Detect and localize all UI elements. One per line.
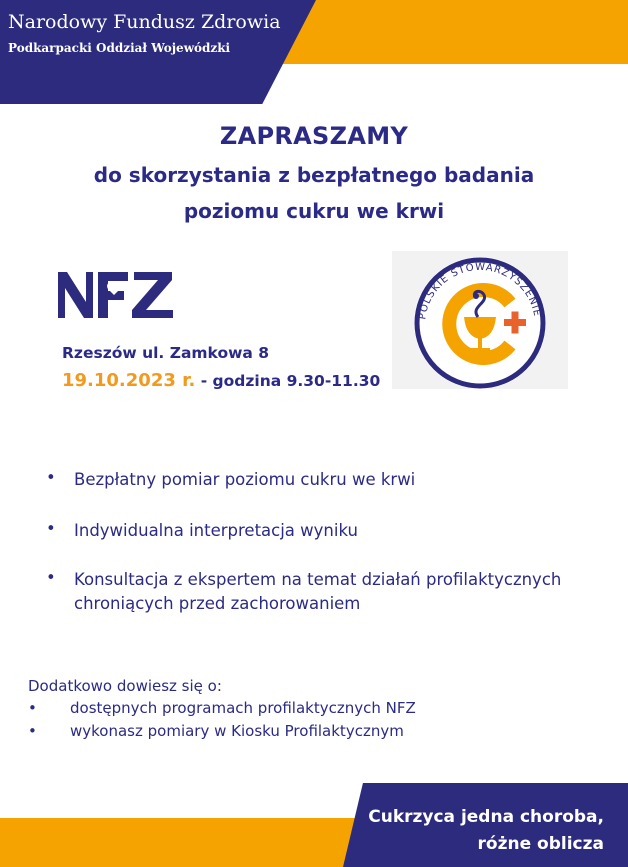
benefit-text: Indywidualna interpretacja wyniku [74,521,358,540]
invite-subheading-line2: poziomu cukru we krwi [183,199,445,223]
nfz-logo-graphic [58,270,176,320]
benefit-text: Konsultacja z ekspertem na temat działań profilaktycznych chroniących przed zachorowaniem [74,570,562,613]
svg-text:POLSKIE STOWARZYSZENIE DIABETY: POLSKIE STOWARZYSZENIE [417,261,543,321]
extra-heading: Dodatkowo dowiesz się o: [28,677,222,695]
event-date: 19.10.2023 r. [62,370,196,391]
extra-item-text: dostępnych programach profilaktycznych NFZ [70,699,416,717]
footer-slogan-line2: różne oblicza [477,834,604,854]
extra-item-text: wykonasz pomiary w Kiosku Profilaktycznym [70,722,404,740]
nfz-logo [58,270,176,324]
header-title: Narodowy Fundusz Zdrowia [8,11,281,33]
footer-slogan [360,804,604,858]
bullet-icon: • [46,519,56,538]
benefit-text: Bezpłatny pomiar poziomu cukru we krwi [74,470,416,489]
bullet-icon: • [46,568,56,587]
event-address: Rzeszów ul. Zamkowa 8 [62,344,270,362]
psd-logo-graphic [392,251,568,389]
bullet-icon: • [28,699,37,717]
psd-logo [392,251,568,389]
invite-heading: ZAPRASZAMY [219,122,409,150]
event-dateline [62,370,380,391]
footer-slogan-line1: Cukrzyca jedna choroba, [368,807,604,827]
header-subtitle: Podkarpacki Oddział Wojewódzki [8,41,231,55]
bullet-icon: • [46,468,56,487]
event-hours: - godzina 9.30-11.30 [195,372,381,390]
invite-subheading-line1: do skorzystania z bezpłatnego badania [93,163,535,187]
bullet-icon: • [28,722,37,740]
